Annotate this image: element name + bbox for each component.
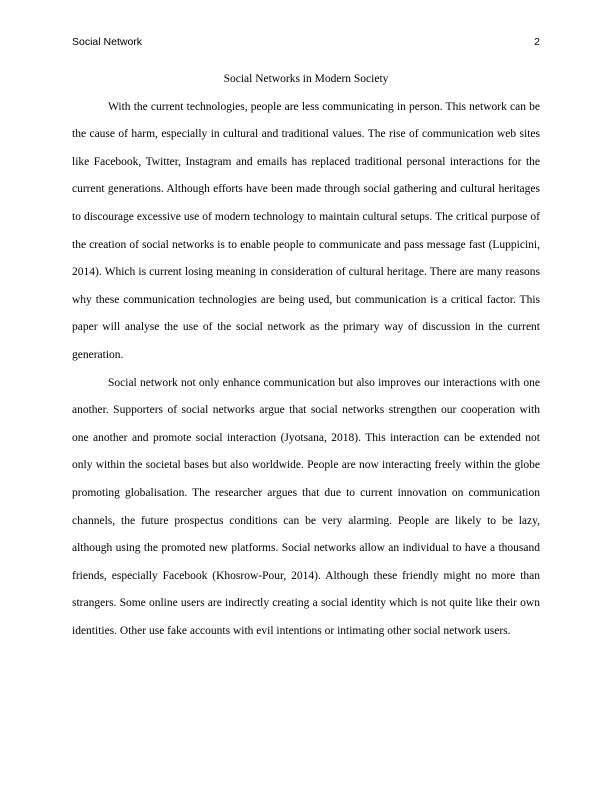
running-head: Social Network	[72, 36, 143, 48]
document-body	[72, 66, 540, 645]
paragraph: Social network not only enhance communication but also improves our interactions with one another. Supporters of social networks argue that social networks strengthen our cooperation with one another and promote social interaction (Jyotsana, 2018). This interaction can be extended not only within the societal bases but also worldwide. People are now interacting freely within the globe promoting globalisation. The researcher argues that due to current innovation on communication channels, the future prospectus conditions can be very alarming. People are likely to be lazy, although using the promoted new platforms. Social networks allow an individual to have a thousand friends, especially Facebook (Khosrow-Pour, 2014). Although these friendly might no more than strangers. Some online users are indirectly creating a social identity which is not quite like their own identities. Other use fake accounts with evil intentions or intimating other social network users.	[72, 376, 540, 637]
page-number: 2	[534, 36, 540, 48]
paragraph: With the current technologies, people are less communicating in person. This network can be the cause of harm, especially in cultural and traditional values. The rise of communication web sites like Facebook, Twitter, Instagram and emails has replaced traditional personal interactions for the current generations. Although efforts have been made through social gathering and cultural heritages to discourage excessive use of modern technology to maintain cultural setups. The critical purpose of the creation of social networks is to enable people to communicate and pass message fast (Luppicini, 2014). Which is current losing meaning in consideration of cultural heritage. There are many reasons why these communication technologies are being used, but communication is a critical factor. This paper will analyse the use of the social network as the primary way of discussion in the current generation.	[72, 100, 540, 361]
document-title: Social Networks in Modern Society	[223, 73, 389, 85]
page-header	[72, 36, 540, 50]
